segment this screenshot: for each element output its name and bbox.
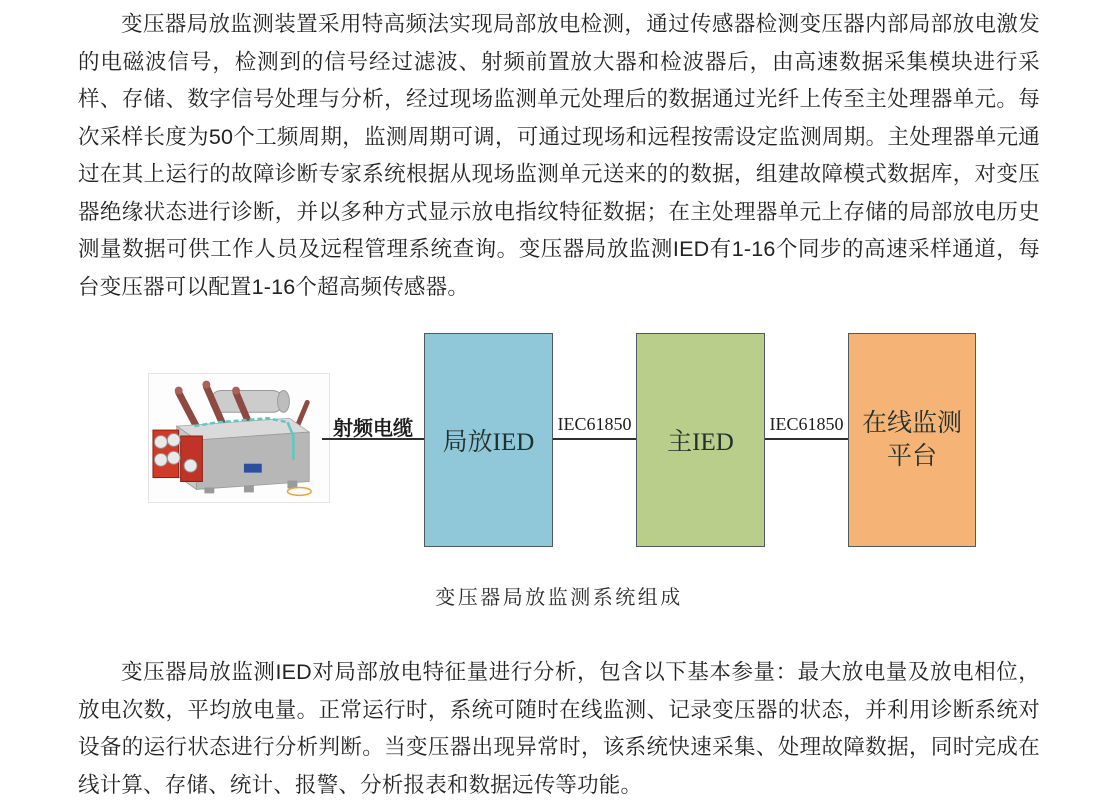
iec61850-label-2: IEC61850 — [769, 414, 844, 434]
paragraph-analysis: 变压器局放监测IED对局部放电特征量进行分析，包含以下基本参量：最大放电量及放电相位，放电次数，平均放电量。正常运行时，系统可随时在线监测、记录变压器的状态，并利用诊断系统对设备的运行状态进行分析判断。当变压器出现异常时，该系统快速采集、处理故障数据，同时完成在线计算、存储、统计、报警、分析报表和数据远传等功能。 — [78, 660, 1040, 797]
transformer-illustration — [149, 374, 329, 502]
node-online-platform-line1: 在线监测 — [861, 410, 962, 437]
transformer-image — [148, 373, 330, 503]
rf-cable-label: 射频电缆 — [333, 418, 413, 440]
connector-iec61850-1 — [553, 438, 636, 440]
node-pd-ied — [424, 333, 553, 547]
node-pd-ied-label: 局放IED — [442, 429, 535, 456]
node-online-platform-line2: 平台 — [886, 443, 937, 470]
node-online-platform — [848, 333, 976, 547]
paragraph-intro: 变压器局放监测装置采用特高频法实现局部放电检测，通过传感器检测变压器内部局部放电激发的电磁波信号，检测到的信号经过滤波、射频前置放大器和检波器后，由高速数据采集模块进行采样、存储、数字信号处理与分析，经过现场监测单元处理后的数据通过光纤上传至主处理器单元。每次采样长度为50个工频周期，监测周期可调，可通过现场和远程按需设定监测周期。主处理器单元通过在其上运行的故障诊断专家系统根据从现场监测单元送来的的数据，组建故障模式数据库，对变压器绝缘状态进行诊断，并以多种方式显示放电指纹特征数据；在主处理器单元上存储的局部放电历史测量数据可供工作人员及远程管理系统查询。变压器局放监测IED有1-16个同步的高速采样通道，每台变压器可以配置1-16个超高频传感器。 — [78, 12, 1040, 299]
connector-iec61850-2 — [765, 438, 848, 440]
node-main-ied — [636, 333, 765, 547]
figure-caption: 变压器局放监测系统组成 — [435, 587, 683, 609]
iec61850-label-1: IEC61850 — [557, 414, 632, 434]
node-main-ied-label: 主IED — [667, 429, 734, 456]
